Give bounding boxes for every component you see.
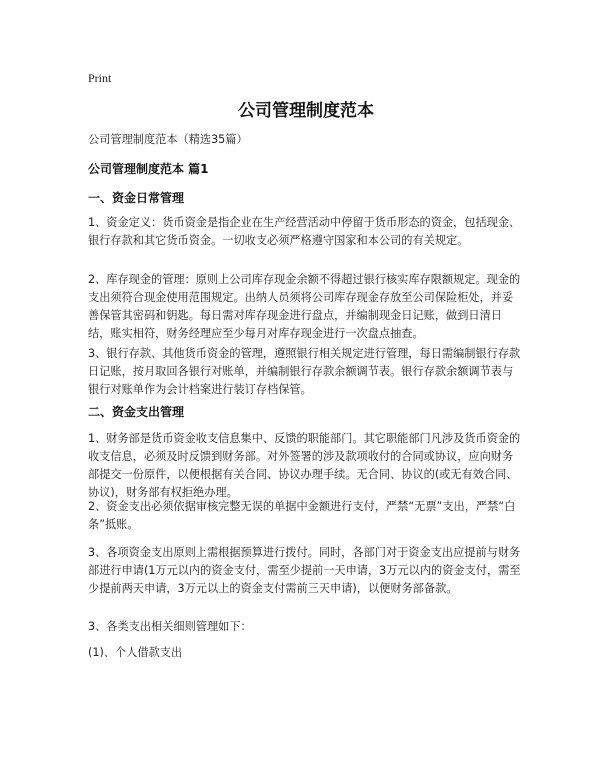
paragraph-rules: 3、各类支出相关细则管理如下：	[88, 620, 252, 633]
section-heading: 公司管理制度范本 篇1	[88, 162, 209, 176]
paragraph-personal-loan: (1)、个人借款支出	[88, 646, 183, 659]
paragraph-payment-basis: 2、资金支出必须依据审核完整无误的单据中金额进行支付，严禁“无票”支出，严禁“白条”抵账。	[88, 500, 516, 531]
paragraph-finance-dept: 1、财务部是货币资金收支信息集中、反馈的职能部门。其它职能部门凡涉及货币资金的收支信息，必须及时反馈到财务部。对外签署的涉及款项收付的合同或协议，应向财务部提交一份原件，以便根据有关合同、协议办理手续。无合同、协议的(或无有效合同、协议)，财务部有权拒绝办理。	[88, 432, 521, 499]
print-link[interactable]: Print	[88, 71, 112, 85]
paragraph-cash-management: 2、库存现金的管理：原则上公司库存现金余额不得超过银行核实库存限额规定。现金的支出须符合现金使用范围规定。出纳人员须将公司库存现金存放至公司保险柜处，并妥善保管其密码和钥匙。每日需对库存现金进行盘点，并编制现金日记账，做到日清日结，账实相符，财务经理应至少每月对库存现金进行一次盘点抽查。	[88, 273, 521, 340]
paragraph-fund-definition: 1、资金定义：货币资金是指企业在生产经营活动中停留于货币形态的资金，包括现金、银行存款和其它货币资金。一切收支必须严格遵守国家和本公司的有关规定。	[88, 216, 521, 247]
paragraph-budget: 3、各项资金支出原则上需根据预算进行拨付。同时，各部门对于资金支出应提前与财务部进行申请(1万元以内的资金支付，需至少提前一天申请，3万元以内的资金支付，需至少提前两天申请，3万元以上的资金支付需前三天申请)，以便财务部备款。	[88, 546, 521, 595]
paragraph-bank-deposit: 3、银行存款、其他货币资金的管理，遵照银行相关规定进行管理，每日需编制银行存款日记账，按月取回各银行对账单，并编制银行存款余额调节表。银行存款余额调节表与银行对账单作为会计档案进行装订存档保管。	[88, 347, 521, 396]
part2-heading: 二、资金支出管理	[88, 405, 185, 419]
subtitle: 公司管理制度范本（精选35篇）	[88, 133, 248, 146]
page-title: 公司管理制度范本	[238, 101, 374, 121]
part1-heading: 一、资金日常管理	[88, 191, 185, 205]
